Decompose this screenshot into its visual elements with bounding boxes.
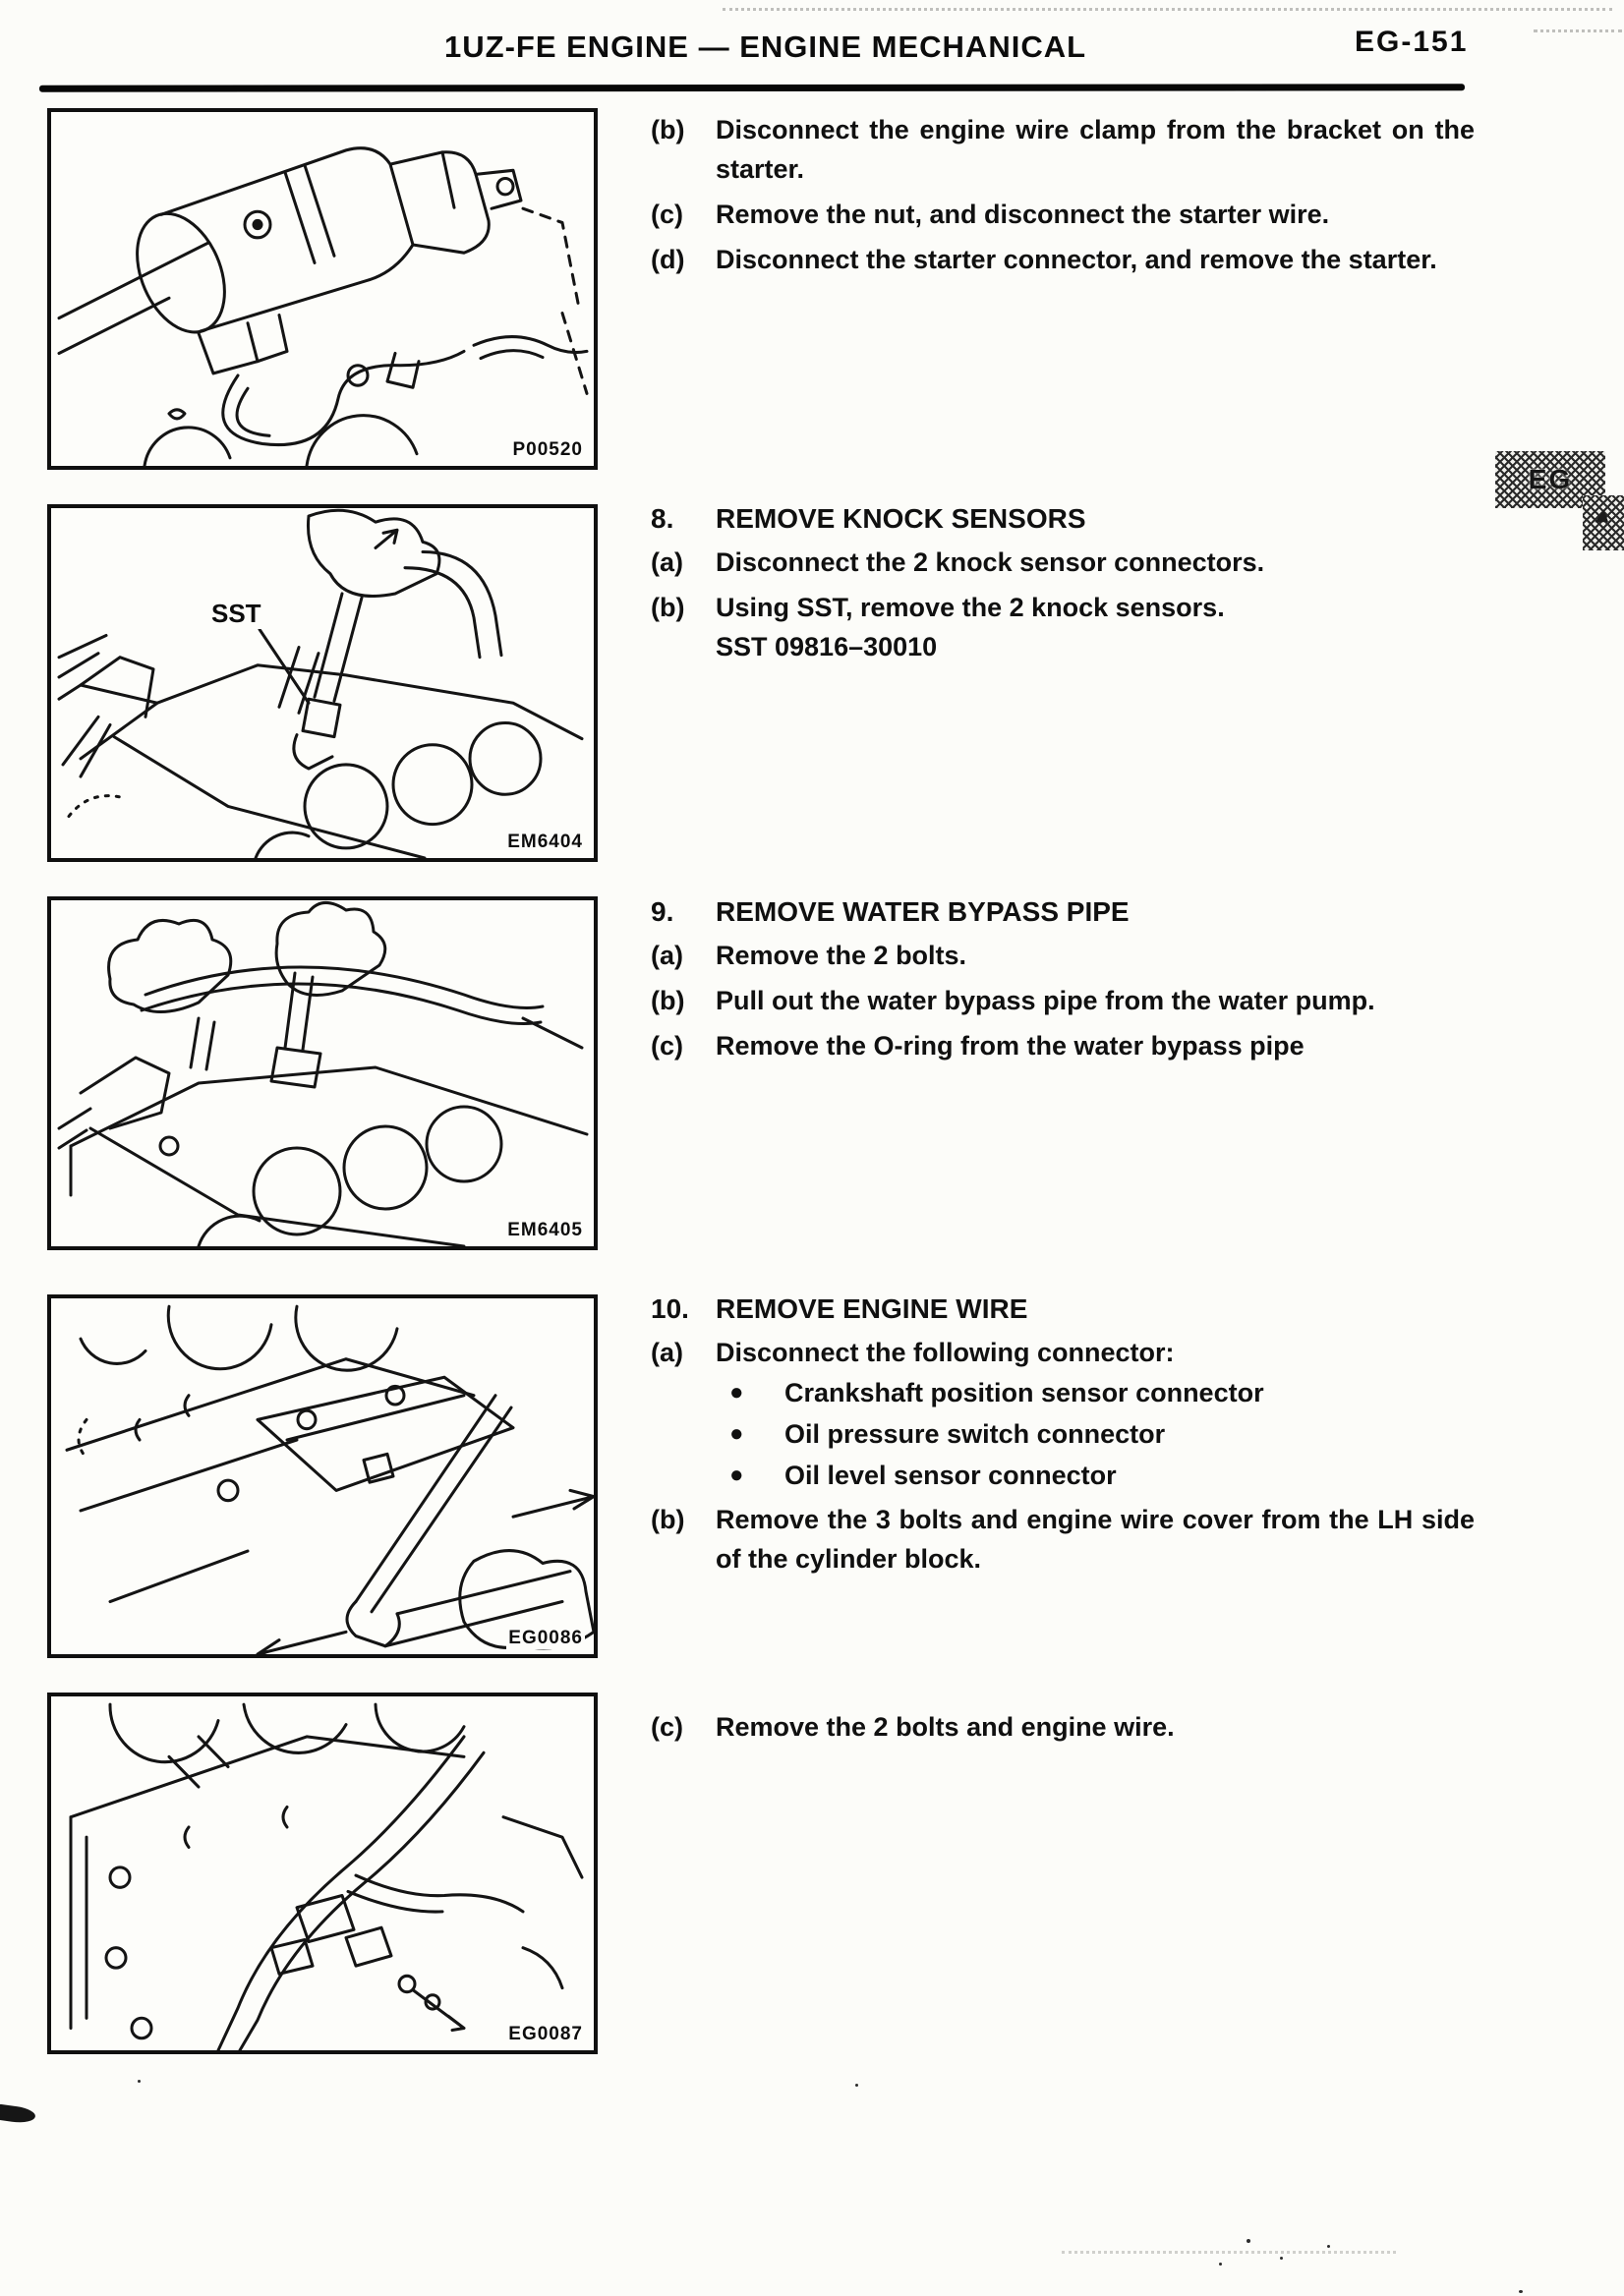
- step-row: [651, 936, 1477, 975]
- figure-starter-removal: [47, 108, 598, 470]
- section-title: REMOVE KNOCK SENSORS: [716, 503, 1086, 534]
- step-label: (b): [651, 115, 685, 144]
- step-row: [651, 1707, 1477, 1747]
- step-row: [651, 1333, 1477, 1372]
- engine-wire-cover-illustration: [51, 1298, 594, 1654]
- bullet-icon: ●: [729, 1420, 744, 1447]
- step-label: (b): [651, 1505, 685, 1534]
- figure-engine-wire-cover: [47, 1294, 598, 1658]
- scan-speck: [1327, 2245, 1330, 2248]
- bullet-icon: ●: [729, 1462, 744, 1488]
- engine-wire-illustration: [51, 1696, 594, 2050]
- scan-speck: [1519, 2290, 1523, 2293]
- section-8: [651, 499, 1477, 666]
- step-label: (c): [651, 1712, 683, 1742]
- sst-tool-number: SST 09816–30010: [716, 632, 938, 661]
- scan-speck: [138, 2080, 141, 2083]
- figure-engine-wire: [47, 1693, 598, 2054]
- scan-smudge: [0, 2103, 36, 2125]
- final-step-block: [651, 1707, 1477, 1752]
- bullet-item: [729, 1455, 1477, 1496]
- section-9: [651, 892, 1477, 1071]
- figure-knock-sensor-sst: [47, 504, 598, 862]
- page-title: 1UZ-FE ENGINE — ENGINE MECHANICAL: [444, 29, 1087, 64]
- section-heading: [651, 892, 1477, 932]
- figure-code: EG0086: [508, 1628, 583, 1648]
- step-text: Remove the 2 bolts and engine wire.: [716, 1712, 1175, 1742]
- step-text: Pull out the water bypass pipe from the water pump.: [716, 986, 1375, 1015]
- figure-code: EG0087: [508, 2024, 583, 2044]
- bullet-text: Oil level sensor connector: [784, 1461, 1117, 1490]
- step-row: [651, 110, 1477, 189]
- section-10: [651, 1290, 1477, 1584]
- scan-dotted-line: [723, 8, 1612, 11]
- step-label: (c): [651, 200, 683, 229]
- section-title: REMOVE WATER BYPASS PIPE: [716, 896, 1130, 927]
- continued-steps-block: [651, 110, 1477, 285]
- figure-code: EM6405: [507, 1220, 583, 1240]
- step-label: (a): [651, 941, 683, 970]
- step-row: [651, 1500, 1477, 1578]
- water-bypass-illustration: [51, 900, 594, 1246]
- step-text: Disconnect the starter connector, and remove the starter.: [716, 245, 1437, 274]
- step-row: [651, 240, 1477, 279]
- step-text: Disconnect the following connector:: [716, 1338, 1175, 1367]
- scan-speck: [855, 2084, 858, 2087]
- section-number: 9.: [651, 896, 674, 927]
- section-heading: [651, 1290, 1477, 1329]
- scan-dotted-line: [1062, 2251, 1396, 2254]
- step-text: Remove the 3 bolts and engine wire cover from the LH side of the cylinder block.: [716, 1505, 1475, 1574]
- step-row: [651, 195, 1477, 234]
- scan-dotted-line: [1534, 29, 1622, 32]
- section-edge-tab-label: EG: [1528, 464, 1573, 494]
- step-label: (a): [651, 1338, 683, 1367]
- step-text: Remove the O-ring from the water bypass pipe: [716, 1031, 1305, 1061]
- step-text: Disconnect the engine wire clamp from the bracket on the starter.: [716, 115, 1475, 184]
- step-text: Remove the 2 bolts.: [716, 941, 967, 970]
- step-label: (b): [651, 986, 685, 1015]
- step-text: Remove the nut, and disconnect the starter wire.: [716, 200, 1330, 229]
- knock-sensor-illustration: [51, 508, 594, 858]
- figure-code: P00520: [512, 439, 583, 460]
- section-number: 8.: [651, 503, 674, 534]
- section-number: 10.: [651, 1293, 689, 1324]
- scan-speck: [1280, 2257, 1283, 2260]
- step-label: (d): [651, 245, 685, 274]
- figure-water-bypass-pipe: [47, 896, 598, 1250]
- step-text: Disconnect the 2 knock sensor connectors.: [716, 547, 1265, 577]
- bullet-text: Oil pressure switch connector: [784, 1419, 1166, 1449]
- step-row: [651, 1026, 1477, 1065]
- step-row: [651, 588, 1477, 627]
- figure-code: EM6404: [507, 832, 583, 852]
- step-row: [651, 543, 1477, 582]
- step-label: (c): [651, 1031, 683, 1061]
- bullet-item: [729, 1413, 1477, 1455]
- section-title: REMOVE ENGINE WIRE: [716, 1293, 1028, 1324]
- step-label: (a): [651, 547, 683, 577]
- sst-callout: SST: [208, 599, 264, 629]
- bullet-text: Crankshaft position sensor connector: [784, 1378, 1264, 1407]
- scan-speck: [1247, 2239, 1250, 2243]
- bullet-icon: ●: [729, 1379, 744, 1406]
- section-heading: [651, 499, 1477, 539]
- bullet-item: [729, 1372, 1477, 1413]
- step-text: Using SST, remove the 2 knock sensors.: [716, 593, 1225, 622]
- step-row: [651, 981, 1477, 1020]
- starter-illustration: [51, 112, 594, 466]
- scan-speck: [1219, 2263, 1222, 2266]
- page-number: EG-151: [1355, 26, 1469, 58]
- header-rule: [39, 84, 1465, 92]
- step-label: (b): [651, 593, 685, 622]
